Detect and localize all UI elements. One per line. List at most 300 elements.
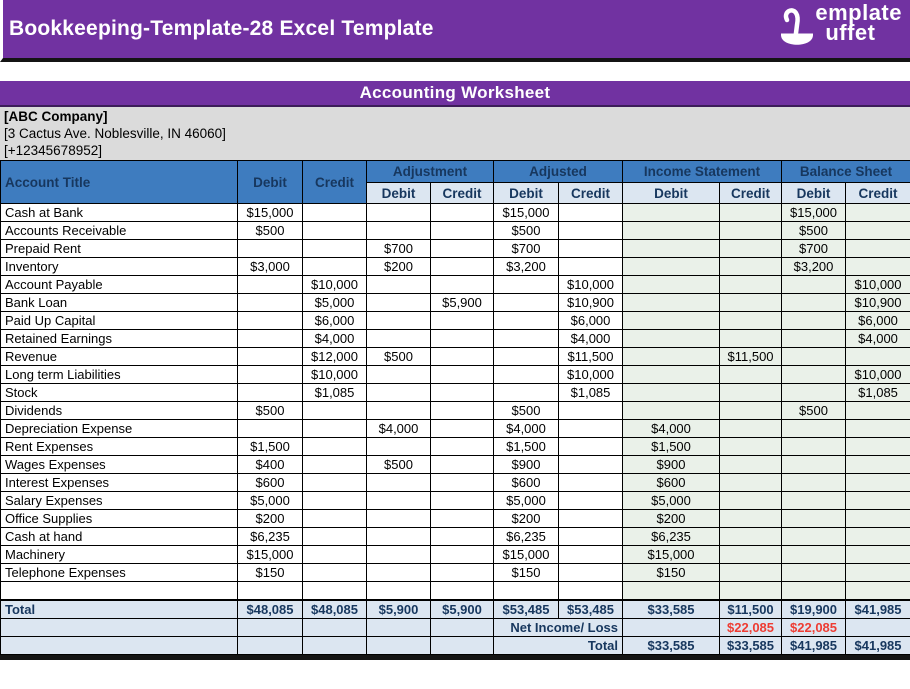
debit-cell[interactable] [238, 366, 303, 384]
income-statement-debit-cell[interactable] [623, 222, 720, 240]
bottom-border-bar [0, 655, 910, 660]
balance-sheet-credit-cell[interactable] [846, 258, 910, 276]
income-statement-credit-cell[interactable] [720, 510, 782, 528]
adjusted-credit-cell[interactable] [559, 258, 623, 276]
income-statement-credit-cell[interactable] [720, 528, 782, 546]
adjustment-debit-cell[interactable] [367, 294, 431, 312]
balance-sheet-credit-cell[interactable] [846, 420, 910, 438]
adjustment-credit-cell[interactable] [431, 528, 494, 546]
income-statement-debit-cell[interactable] [623, 402, 720, 420]
debit-cell[interactable]: $5,000 [238, 492, 303, 510]
account-title-cell[interactable] [1, 582, 238, 600]
credit-cell[interactable] [303, 240, 367, 258]
account-title-cell[interactable]: Rent Expenses [1, 438, 238, 456]
adjustment-credit-cell[interactable] [431, 222, 494, 240]
income-statement-credit-cell[interactable] [720, 330, 782, 348]
adjusted-debit-cell[interactable]: $200 [494, 510, 559, 528]
balance-sheet-credit-cell[interactable] [846, 240, 910, 258]
net-income-label-cell[interactable]: Net Income/ Loss [494, 619, 623, 637]
adjustment-debit-cell[interactable] [367, 312, 431, 330]
balance-sheet-credit-cell[interactable] [846, 492, 910, 510]
total-adjusted-debit-cell[interactable]: $53,485 [494, 600, 559, 619]
credit-cell[interactable] [303, 528, 367, 546]
final-total-bs-credit-cell[interactable]: $41,985 [846, 637, 910, 655]
adjustment-credit-cell[interactable] [431, 312, 494, 330]
table-header [1, 161, 910, 204]
adjusted-debit-cell[interactable]: $6,235 [494, 528, 559, 546]
adjustment-debit-cell[interactable] [367, 222, 431, 240]
income-statement-credit-cell[interactable] [720, 402, 782, 420]
credit-cell[interactable]: $1,085 [303, 384, 367, 402]
final-total-label-cell[interactable]: Total [494, 637, 623, 655]
adjustment-credit-cell[interactable] [431, 456, 494, 474]
adjusted-debit-cell[interactable] [494, 348, 559, 366]
income-statement-credit-cell[interactable] [720, 564, 782, 582]
credit-cell[interactable]: $6,000 [303, 312, 367, 330]
income-statement-debit-cell[interactable] [623, 312, 720, 330]
company-info [0, 107, 910, 160]
net-income-row [1, 619, 910, 637]
adjusted-debit-cell[interactable] [494, 294, 559, 312]
balance-sheet-credit-cell[interactable] [846, 582, 910, 600]
adjusted-credit-cell[interactable] [559, 546, 623, 564]
adjusted-debit-cell[interactable] [494, 330, 559, 348]
empty-cell[interactable] [367, 637, 431, 655]
table-row [1, 456, 910, 474]
header-group-adjustment: Adjustment [367, 161, 494, 183]
balance-sheet-debit-cell[interactable] [782, 294, 846, 312]
debit-cell[interactable]: $500 [238, 402, 303, 420]
income-statement-debit-cell[interactable]: $15,000 [623, 546, 720, 564]
adjustment-debit-cell[interactable] [367, 402, 431, 420]
account-title-cell[interactable]: Office Supplies [1, 510, 238, 528]
header-debit: Debit [238, 161, 303, 204]
income-statement-credit-cell[interactable] [720, 492, 782, 510]
empty-cell[interactable] [367, 619, 431, 637]
credit-cell[interactable]: $5,000 [303, 294, 367, 312]
adjusted-debit-cell[interactable]: $15,000 [494, 546, 559, 564]
adjustment-credit-cell[interactable] [431, 384, 494, 402]
account-title-cell[interactable]: Cash at hand [1, 528, 238, 546]
adjustment-debit-cell[interactable] [367, 384, 431, 402]
income-statement-credit-cell[interactable] [720, 438, 782, 456]
adjustment-credit-cell[interactable] [431, 348, 494, 366]
credit-cell[interactable] [303, 258, 367, 276]
balance-sheet-credit-cell[interactable]: $10,000 [846, 276, 910, 294]
credit-cell[interactable] [303, 402, 367, 420]
table-row [1, 204, 910, 222]
adjustment-debit-cell[interactable]: $700 [367, 240, 431, 258]
balance-sheet-credit-cell[interactable] [846, 222, 910, 240]
empty-cell[interactable] [1, 619, 238, 637]
balance-sheet-debit-cell[interactable]: $15,000 [782, 204, 846, 222]
adjustment-credit-cell[interactable] [431, 420, 494, 438]
balance-sheet-credit-cell[interactable] [846, 528, 910, 546]
adjustment-debit-cell[interactable]: $200 [367, 258, 431, 276]
adjusted-credit-cell[interactable]: $6,000 [559, 312, 623, 330]
net-income-bs-debit-cell[interactable]: $22,085 [782, 619, 846, 637]
account-title-cell[interactable]: Salary Expenses [1, 492, 238, 510]
balance-sheet-credit-cell[interactable] [846, 546, 910, 564]
balance-sheet-debit-cell[interactable] [782, 438, 846, 456]
total-credit-cell[interactable]: $48,085 [303, 600, 367, 619]
balance-sheet-credit-cell[interactable] [846, 456, 910, 474]
adjusted-credit-cell[interactable]: $10,000 [559, 276, 623, 294]
account-title-cell[interactable]: Inventory [1, 258, 238, 276]
total-adjustment-debit-cell[interactable]: $5,900 [367, 600, 431, 619]
income-statement-credit-cell[interactable] [720, 294, 782, 312]
account-title-cell[interactable]: Accounts Receivable [1, 222, 238, 240]
debit-cell[interactable] [238, 384, 303, 402]
empty-cell[interactable] [1, 637, 238, 655]
balance-sheet-credit-cell[interactable] [846, 510, 910, 528]
credit-cell[interactable] [303, 546, 367, 564]
adjustment-debit-cell[interactable] [367, 564, 431, 582]
empty-cell[interactable] [238, 637, 303, 655]
header-credit: Credit [303, 161, 367, 204]
credit-cell[interactable] [303, 204, 367, 222]
total-balance-sheet-credit-cell[interactable]: $41,985 [846, 600, 910, 619]
income-statement-credit-cell[interactable] [720, 240, 782, 258]
adjustment-debit-cell[interactable] [367, 330, 431, 348]
debit-cell[interactable] [238, 582, 303, 600]
credit-cell[interactable]: $12,000 [303, 348, 367, 366]
income-statement-debit-cell[interactable]: $4,000 [623, 420, 720, 438]
adjustment-debit-cell[interactable] [367, 204, 431, 222]
income-statement-debit-cell[interactable]: $5,000 [623, 492, 720, 510]
credit-cell[interactable] [303, 582, 367, 600]
adjusted-debit-cell[interactable]: $150 [494, 564, 559, 582]
credit-cell[interactable] [303, 456, 367, 474]
balance-sheet-debit-cell[interactable] [782, 456, 846, 474]
account-title-cell[interactable]: Interest Expenses [1, 474, 238, 492]
income-statement-credit-cell[interactable] [720, 456, 782, 474]
adjustment-credit-cell[interactable] [431, 240, 494, 258]
debit-cell[interactable]: $15,000 [238, 546, 303, 564]
adjusted-credit-cell[interactable] [559, 402, 623, 420]
adjustment-credit-cell[interactable] [431, 276, 494, 294]
balance-sheet-debit-cell[interactable]: $3,200 [782, 258, 846, 276]
adjusted-debit-cell[interactable]: $600 [494, 474, 559, 492]
balance-sheet-credit-cell[interactable]: $6,000 [846, 312, 910, 330]
total-income-statement-debit-cell[interactable]: $33,585 [623, 600, 720, 619]
credit-cell[interactable] [303, 492, 367, 510]
balance-sheet-credit-cell[interactable]: $4,000 [846, 330, 910, 348]
debit-cell[interactable]: $1,500 [238, 438, 303, 456]
income-statement-credit-cell[interactable]: $11,500 [720, 348, 782, 366]
adjustment-credit-cell[interactable] [431, 258, 494, 276]
net-income-bs-credit-cell[interactable] [846, 619, 910, 637]
income-statement-debit-cell[interactable]: $200 [623, 510, 720, 528]
adjusted-credit-cell[interactable] [559, 240, 623, 258]
spacer [0, 62, 910, 81]
table-row [1, 474, 910, 492]
header-adjusted-debit: Debit [494, 183, 559, 204]
company-phone: [+12345678952] [4, 143, 102, 158]
adjustment-credit-cell[interactable] [431, 582, 494, 600]
accounting-worksheet-table [0, 160, 910, 655]
income-statement-credit-cell[interactable] [720, 582, 782, 600]
adjustment-credit-cell[interactable] [431, 510, 494, 528]
adjustment-credit-cell[interactable] [431, 474, 494, 492]
balance-sheet-debit-cell[interactable] [782, 276, 846, 294]
debit-cell[interactable] [238, 294, 303, 312]
balance-sheet-debit-cell[interactable] [782, 330, 846, 348]
adjusted-debit-cell[interactable]: $500 [494, 402, 559, 420]
account-title-cell[interactable]: Cash at Bank [1, 204, 238, 222]
balance-sheet-debit-cell[interactable] [782, 384, 846, 402]
credit-cell[interactable] [303, 420, 367, 438]
net-income-is-credit-cell[interactable]: $22,085 [720, 619, 782, 637]
account-title-cell[interactable]: Account Payable [1, 276, 238, 294]
balance-sheet-debit-cell[interactable] [782, 564, 846, 582]
final-total-bs-debit-cell[interactable]: $41,985 [782, 637, 846, 655]
income-statement-credit-cell[interactable] [720, 204, 782, 222]
table-row [1, 258, 910, 276]
debit-cell[interactable]: $400 [238, 456, 303, 474]
income-statement-debit-cell[interactable]: $600 [623, 474, 720, 492]
debit-cell[interactable] [238, 330, 303, 348]
account-title-cell[interactable]: Telephone Expenses [1, 564, 238, 582]
adjustment-credit-cell[interactable] [431, 402, 494, 420]
debit-cell[interactable]: $200 [238, 510, 303, 528]
debit-cell[interactable]: $500 [238, 222, 303, 240]
debit-cell[interactable]: $15,000 [238, 204, 303, 222]
income-statement-credit-cell[interactable] [720, 546, 782, 564]
adjustment-debit-cell[interactable] [367, 582, 431, 600]
credit-cell[interactable] [303, 474, 367, 492]
debit-cell[interactable]: $150 [238, 564, 303, 582]
adjusted-credit-cell[interactable]: $11,500 [559, 348, 623, 366]
income-statement-debit-cell[interactable]: $1,500 [623, 438, 720, 456]
adjusted-credit-cell[interactable]: $10,900 [559, 294, 623, 312]
table-row [1, 492, 910, 510]
total-adjustment-credit-cell[interactable]: $5,900 [431, 600, 494, 619]
header-income-statement-credit: Credit [720, 183, 782, 204]
income-statement-credit-cell[interactable] [720, 222, 782, 240]
credit-cell[interactable] [303, 438, 367, 456]
income-statement-credit-cell[interactable] [720, 258, 782, 276]
adjusted-credit-cell[interactable] [559, 528, 623, 546]
empty-cell[interactable] [303, 619, 367, 637]
debit-cell[interactable] [238, 240, 303, 258]
credit-cell[interactable]: $4,000 [303, 330, 367, 348]
credit-cell[interactable]: $10,000 [303, 276, 367, 294]
adjustment-credit-cell[interactable] [431, 438, 494, 456]
adjusted-credit-cell[interactable] [559, 474, 623, 492]
income-statement-debit-cell[interactable] [623, 348, 720, 366]
account-title-cell[interactable]: Long term Liabilities [1, 366, 238, 384]
adjustment-debit-cell[interactable] [367, 528, 431, 546]
worksheet-title: Accounting Worksheet [0, 81, 910, 107]
debit-cell[interactable] [238, 312, 303, 330]
adjusted-credit-cell[interactable] [559, 564, 623, 582]
adjustment-debit-cell[interactable] [367, 438, 431, 456]
income-statement-debit-cell[interactable]: $900 [623, 456, 720, 474]
table-row [1, 330, 910, 348]
income-statement-credit-cell[interactable] [720, 276, 782, 294]
balance-sheet-credit-cell[interactable]: $10,000 [846, 366, 910, 384]
adjusted-debit-cell[interactable]: $900 [494, 456, 559, 474]
total-debit-cell[interactable]: $48,085 [238, 600, 303, 619]
adjusted-credit-cell[interactable] [559, 420, 623, 438]
account-title-cell[interactable]: Prepaid Rent [1, 240, 238, 258]
adjustment-credit-cell[interactable]: $5,900 [431, 294, 494, 312]
adjusted-credit-cell[interactable] [559, 582, 623, 600]
adjusted-credit-cell[interactable] [559, 492, 623, 510]
adjustment-debit-cell[interactable]: $500 [367, 456, 431, 474]
account-title-cell[interactable]: Paid Up Capital [1, 312, 238, 330]
adjustment-debit-cell[interactable] [367, 510, 431, 528]
income-statement-debit-cell[interactable] [623, 366, 720, 384]
adjusted-debit-cell[interactable]: $15,000 [494, 204, 559, 222]
adjustment-debit-cell[interactable] [367, 474, 431, 492]
adjustment-credit-cell[interactable] [431, 204, 494, 222]
income-statement-debit-cell[interactable] [623, 258, 720, 276]
header-adjustment-debit: Debit [367, 183, 431, 204]
credit-cell[interactable] [303, 564, 367, 582]
income-statement-debit-cell[interactable] [623, 384, 720, 402]
balance-sheet-debit-cell[interactable]: $700 [782, 240, 846, 258]
adjustment-credit-cell[interactable] [431, 492, 494, 510]
debit-cell[interactable]: $6,235 [238, 528, 303, 546]
adjusted-credit-cell[interactable]: $10,000 [559, 366, 623, 384]
balance-sheet-credit-cell[interactable] [846, 402, 910, 420]
debit-cell[interactable] [238, 348, 303, 366]
income-statement-debit-cell[interactable]: $150 [623, 564, 720, 582]
final-total-is-debit-cell[interactable]: $33,585 [623, 637, 720, 655]
balance-sheet-debit-cell[interactable] [782, 528, 846, 546]
income-statement-credit-cell[interactable] [720, 384, 782, 402]
final-total-is-credit-cell[interactable]: $33,585 [720, 637, 782, 655]
debit-cell[interactable]: $600 [238, 474, 303, 492]
debit-cell[interactable] [238, 276, 303, 294]
adjustment-credit-cell[interactable] [431, 546, 494, 564]
table-row [1, 366, 910, 384]
table-row [1, 348, 910, 366]
total-income-statement-credit-cell[interactable]: $11,500 [720, 600, 782, 619]
balance-sheet-debit-cell[interactable] [782, 420, 846, 438]
balance-sheet-debit-cell[interactable] [782, 546, 846, 564]
income-statement-debit-cell[interactable] [623, 276, 720, 294]
balance-sheet-credit-cell[interactable] [846, 564, 910, 582]
adjustment-debit-cell[interactable] [367, 366, 431, 384]
app-header-banner [0, 0, 910, 62]
balance-sheet-debit-cell[interactable]: $500 [782, 402, 846, 420]
adjusted-debit-cell[interactable] [494, 312, 559, 330]
balance-sheet-debit-cell[interactable] [782, 510, 846, 528]
account-title-cell[interactable]: Retained Earnings [1, 330, 238, 348]
income-statement-debit-cell[interactable] [623, 204, 720, 222]
empty-cell[interactable] [238, 619, 303, 637]
adjusted-credit-cell[interactable] [559, 222, 623, 240]
adjustment-credit-cell[interactable] [431, 564, 494, 582]
account-title-cell[interactable]: Wages Expenses [1, 456, 238, 474]
adjusted-debit-cell[interactable]: $4,000 [494, 420, 559, 438]
adjusted-debit-cell[interactable] [494, 366, 559, 384]
adjustment-debit-cell[interactable] [367, 546, 431, 564]
balance-sheet-credit-cell[interactable] [846, 438, 910, 456]
adjusted-debit-cell[interactable]: $700 [494, 240, 559, 258]
balance-sheet-debit-cell[interactable] [782, 582, 846, 600]
income-statement-credit-cell[interactable] [720, 420, 782, 438]
income-statement-credit-cell[interactable] [720, 474, 782, 492]
balance-sheet-debit-cell[interactable] [782, 366, 846, 384]
total-adjusted-credit-cell[interactable]: $53,485 [559, 600, 623, 619]
empty-cell[interactable] [303, 637, 367, 655]
table-row [1, 294, 910, 312]
balance-sheet-debit-cell[interactable] [782, 348, 846, 366]
balance-sheet-credit-cell[interactable] [846, 474, 910, 492]
account-title-cell[interactable]: Machinery [1, 546, 238, 564]
balance-sheet-debit-cell[interactable]: $500 [782, 222, 846, 240]
adjusted-credit-cell[interactable] [559, 204, 623, 222]
debit-cell[interactable] [238, 420, 303, 438]
total-label-cell[interactable]: Total [1, 600, 238, 619]
adjusted-credit-cell[interactable]: $4,000 [559, 330, 623, 348]
adjusted-debit-cell[interactable]: $3,200 [494, 258, 559, 276]
balance-sheet-debit-cell[interactable] [782, 312, 846, 330]
company-name: [ABC Company] [4, 109, 108, 124]
adjusted-debit-cell[interactable] [494, 384, 559, 402]
empty-cell[interactable] [431, 619, 494, 637]
adjusted-debit-cell[interactable] [494, 582, 559, 600]
income-statement-debit-cell[interactable]: $6,235 [623, 528, 720, 546]
net-income-is-debit-cell[interactable] [623, 619, 720, 637]
income-statement-debit-cell[interactable] [623, 240, 720, 258]
adjustment-debit-cell[interactable]: $500 [367, 348, 431, 366]
adjustment-debit-cell[interactable] [367, 276, 431, 294]
adjustment-credit-cell[interactable] [431, 330, 494, 348]
income-statement-credit-cell[interactable] [720, 366, 782, 384]
credit-cell[interactable] [303, 222, 367, 240]
table-row [1, 438, 910, 456]
account-title-cell[interactable]: Bank Loan [1, 294, 238, 312]
total-balance-sheet-debit-cell[interactable]: $19,900 [782, 600, 846, 619]
account-title-cell[interactable]: Dividends [1, 402, 238, 420]
adjusted-debit-cell[interactable]: $1,500 [494, 438, 559, 456]
account-title-cell[interactable]: Revenue [1, 348, 238, 366]
adjustment-credit-cell[interactable] [431, 366, 494, 384]
balance-sheet-credit-cell[interactable]: $1,085 [846, 384, 910, 402]
balance-sheet-credit-cell[interactable]: $10,900 [846, 294, 910, 312]
adjustment-debit-cell[interactable] [367, 492, 431, 510]
income-statement-debit-cell[interactable] [623, 294, 720, 312]
account-title-cell[interactable]: Depreciation Expense [1, 420, 238, 438]
empty-cell[interactable] [431, 637, 494, 655]
balance-sheet-debit-cell[interactable] [782, 492, 846, 510]
adjusted-credit-cell[interactable] [559, 510, 623, 528]
credit-cell[interactable]: $10,000 [303, 366, 367, 384]
balance-sheet-credit-cell[interactable] [846, 204, 910, 222]
adjusted-debit-cell[interactable] [494, 276, 559, 294]
income-statement-debit-cell[interactable] [623, 582, 720, 600]
page-title: Bookkeeping-Template-28 Excel Template [9, 17, 434, 40]
credit-cell[interactable] [303, 510, 367, 528]
adjusted-credit-cell[interactable]: $1,085 [559, 384, 623, 402]
account-title-cell[interactable]: Stock [1, 384, 238, 402]
adjustment-debit-cell[interactable]: $4,000 [367, 420, 431, 438]
adjusted-debit-cell[interactable]: $500 [494, 222, 559, 240]
adjusted-credit-cell[interactable] [559, 456, 623, 474]
balance-sheet-debit-cell[interactable] [782, 474, 846, 492]
income-statement-debit-cell[interactable] [623, 330, 720, 348]
adjusted-credit-cell[interactable] [559, 438, 623, 456]
adjusted-debit-cell[interactable]: $5,000 [494, 492, 559, 510]
debit-cell[interactable]: $3,000 [238, 258, 303, 276]
income-statement-credit-cell[interactable] [720, 312, 782, 330]
balance-sheet-credit-cell[interactable] [846, 348, 910, 366]
